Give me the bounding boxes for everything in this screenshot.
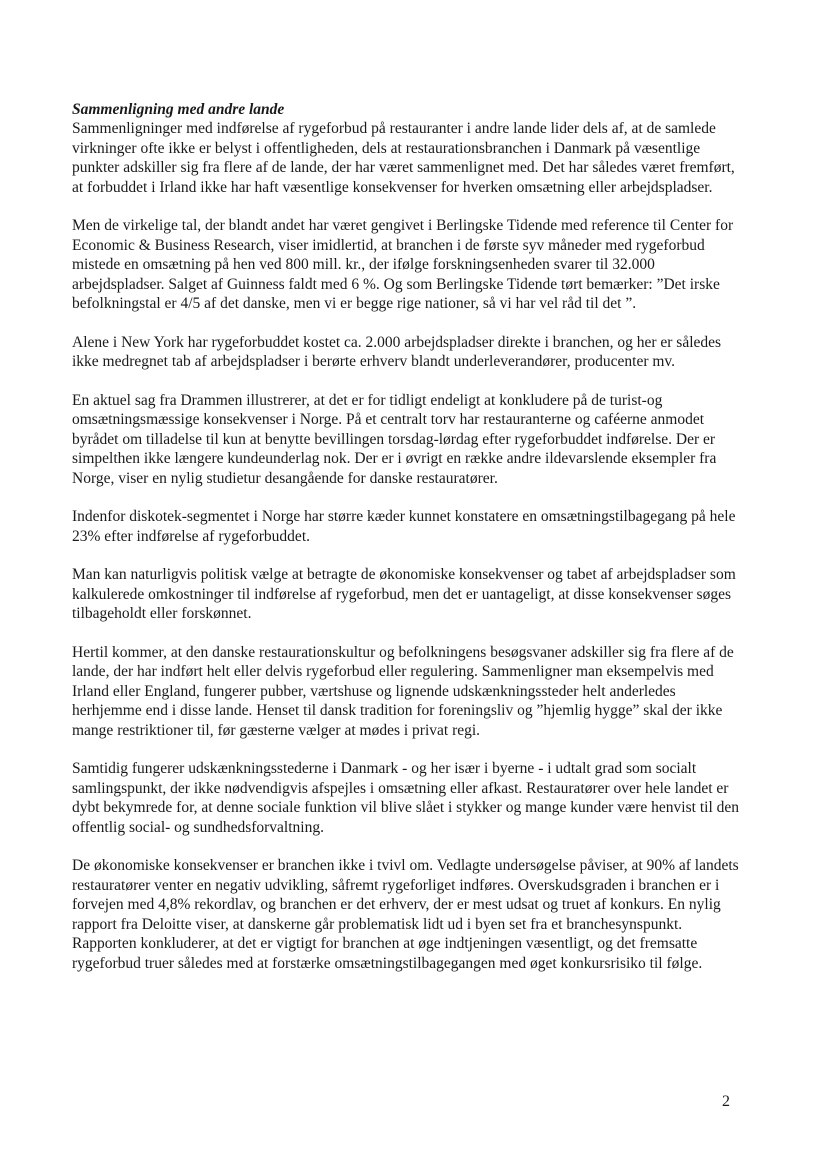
paragraph: En aktuel sag fra Drammen illustrerer, at det er for tidligt endeligt at konkludere på de turist-og omsætningsmæssige konsekvenser i Norge. På et centralt torv har restauranterne og caféerne anmodet byrådet om tilladelse til kun at benytte bevillingen torsdag-lørdag efter rygeforbuddet indførelse. Der er simpelthen ikke længere kundeunderlag nok. Der er i øvrigt en række andre ildevarslende eksempler fra Norge, viser en nylig studietur desangående for danske restauratører. (72, 391, 717, 487)
paragraph: Men de virkelige tal, der blandt andet har været gengivet i Berlingske Tidende med reference til Center for Economic & Business Research, viser imidlertid, at branchen i de første syv måneder med rygeforbud mistede en omsætning på hen ved 800 mill. kr., der ifølge forskningsenheden svarer til 32.000 arbejdspladser. Salget af Guinness faldt med 6 %. Og som Berlingske Tidende tørt bemærker: ”Det irske befolkningstal er 4/5 af det danske, men vi er begge rige nationer, så vi har vel råd til det ”. (72, 217, 734, 312)
page-content (72, 100, 740, 992)
paragraph: Alene i New York har rygeforbuddet kostet ca. 2.000 arbejdspladser direkte i branchen, og her er således ikke medregnet tab af arbejdspladser i berørte erhverv blandt underleverandører, producenter mv. (72, 333, 722, 370)
paragraph: De økonomiske konsekvenser er branchen ikke i tvivl om. Vedlagte undersøgelse påviser, at 90% af landets restauratører venter en negativ udvikling, såfremt rygeforliget indføres. Overskudsgraden i branchen er i forvejen med 4,8% rekordlav, og branchen er det erhverv, der er mest udsat og truet af konkurs. En nylig rapport fra Deloitte viser, at danskerne går problematisk lidt ud i byen set fra et branchesynspunkt. Rapporten konkluderer, at det er vigtigt for branchen at øge indtjeningen væsentligt, og det fremsatte rygeforbud truer således med at forstærke omsætningstilbagegangen med øget konkursrisiko til følge. (72, 857, 739, 972)
section-heading: Sammenligning med andre lande (72, 101, 285, 118)
paragraph: Sammenligninger med indførelse af rygeforbud på restauranter i andre lande lider dels af, at de samlede virkninger ofte ikke er belyst i offentligheden, dels at restaurationsbranchen i Danmark på væsentlige punkter adskiller sig fra flere af de lande, der har været sammenlignet med. Det har således været fremført, at forbuddet i Irland ikke har haft væsentlige konsekvenser for hverken omsætning eller arbejdspladser. (72, 120, 735, 196)
page-number: 2 (722, 1093, 730, 1110)
paragraph: Man kan naturligvis politisk vælge at betragte de økonomiske konsekvenser og tabet af arbejdspladser som kalkulerede omkostninger til indførelse af rygeforbud, men det er uantageligt, at disse konsekvenser søges tilbageholdt eller forskønnet. (72, 566, 736, 622)
paragraph: Indenfor diskotek-segmentet i Norge har større kæder kunnet konstatere en omsætningstilbagegang på hele 23% efter indførelse af rygeforbuddet. (72, 508, 736, 545)
paragraph: Hertil kommer, at den danske restaurationskultur og befolkningens besøgsvaner adskiller sig fra flere af de lande, der har indført helt eller delvis rygeforbud eller regulering. Sammenligner man eksempelvis med Irland eller England, fungerer pubber, værtshuse og lignende udskænkningssteder helt anderledes herhjemme end i disse lande. Henset til dansk tradition for foreningsliv og ”hjemlig hygge” skal der ikke mange restriktioner til, før gæsterne vælger at mødes i privat regi. (72, 643, 734, 739)
paragraph: Samtidig fungerer udskænkningsstederne i Danmark - og her især i byerne - i udtalt grad som socialt samlingspunkt, der ikke nødvendigvis afspejles i omsætning eller afkast. Restauratører over hele landet er dybt bekymrede for, at denne sociale funktion vil blive slået i stykker og mange kunder være henvist til den offentlig social- og sundhedsforvaltning. (72, 760, 739, 836)
